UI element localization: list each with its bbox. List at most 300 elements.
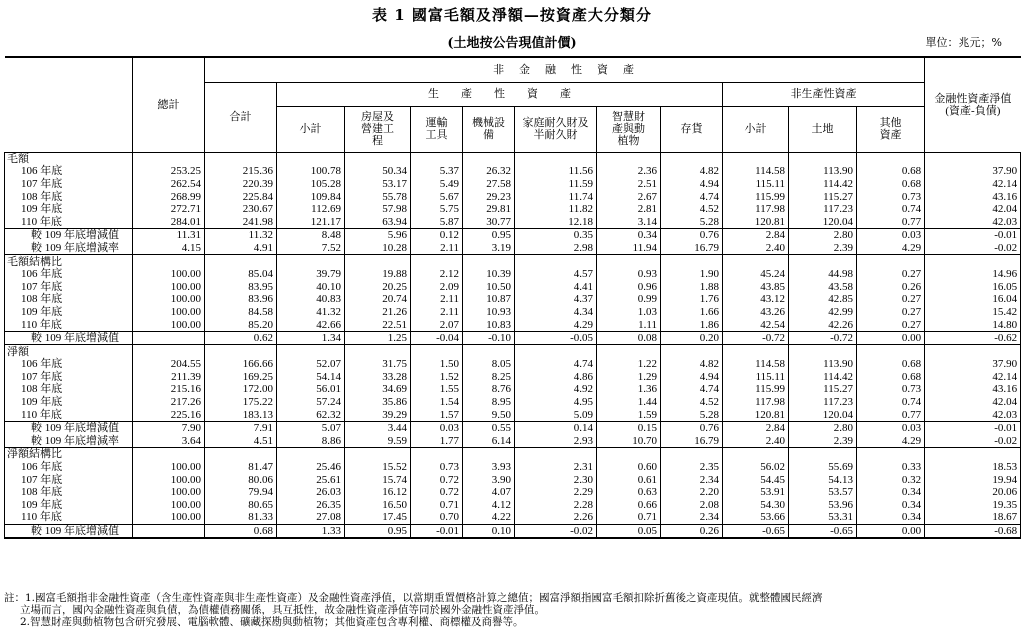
change-row — [5, 242, 1021, 255]
year-row — [5, 473, 1021, 486]
table-body — [5, 152, 1021, 538]
value-cell: 100.00 — [133, 486, 205, 499]
value-cell: 42.14 — [925, 178, 1021, 191]
value-cell: 10.83 — [463, 318, 515, 331]
value-cell: 53.66 — [723, 511, 789, 524]
section-row — [5, 448, 1021, 461]
value-cell: 43.85 — [723, 280, 789, 293]
value-cell: 43.16 — [925, 383, 1021, 396]
value-cell: 6.14 — [463, 435, 515, 448]
value-cell: 0.63 — [597, 486, 661, 499]
value-cell: 1.36 — [597, 383, 661, 396]
row-label: 109 年底 — [5, 499, 133, 512]
year-row — [5, 306, 1021, 319]
value-cell: 1.76 — [661, 293, 723, 306]
value-cell: 2.11 — [411, 306, 463, 319]
header-intellectual-property: 智慧財產與動植物 — [597, 106, 661, 152]
value-cell: 0.70 — [411, 511, 463, 524]
value-cell: 10.28 — [345, 242, 411, 255]
value-cell: 19.94 — [925, 473, 1021, 486]
change-row — [5, 435, 1021, 448]
header-other-assets: 其他資產 — [857, 106, 925, 152]
value-cell: 0.73 — [857, 383, 925, 396]
value-cell: 81.47 — [205, 461, 277, 474]
value-cell: 15.52 — [345, 461, 411, 474]
value-cell: 0.76 — [661, 421, 723, 434]
value-cell: 2.07 — [411, 318, 463, 331]
value-cell: 4.37 — [515, 293, 597, 306]
empty-cell — [925, 345, 1021, 358]
value-cell: 26.35 — [277, 499, 345, 512]
value-cell: 43.26 — [723, 306, 789, 319]
section-label: 毛額 — [5, 152, 133, 165]
value-cell: 230.67 — [205, 203, 277, 216]
header-productive: 生 產 性 資 產 — [277, 82, 723, 106]
value-cell: -0.65 — [723, 524, 789, 538]
value-cell: 1.29 — [597, 371, 661, 384]
value-cell: 4.82 — [661, 165, 723, 178]
value-cell: 120.04 — [789, 215, 857, 228]
empty-cell — [411, 345, 463, 358]
value-cell: 10.50 — [463, 280, 515, 293]
value-cell: 4.12 — [463, 499, 515, 512]
value-cell: 112.69 — [277, 203, 345, 216]
footnote-1: 註：1.國富毛額指非金融性資產（含生產性資產與非生產性資產）及金融性資產淨值，以當期重置價格計算之總值；國富淨額指國富毛額扣除折舊後之資產現值。就整體國民經濟 — [4, 592, 823, 604]
section-row — [5, 255, 1021, 268]
value-cell: -0.01 — [925, 229, 1021, 242]
value-cell: 2.84 — [723, 421, 789, 434]
value-cell: 53.31 — [789, 511, 857, 524]
value-cell: 9.50 — [463, 408, 515, 421]
value-cell: 225.84 — [205, 190, 277, 203]
empty-cell — [133, 448, 205, 461]
value-cell: 57.24 — [277, 396, 345, 409]
value-cell: 2.51 — [597, 178, 661, 191]
value-cell: 3.44 — [345, 421, 411, 434]
value-cell: 15.42 — [925, 306, 1021, 319]
value-cell: 20.74 — [345, 293, 411, 306]
value-cell: 37.90 — [925, 165, 1021, 178]
row-label: 109 年底 — [5, 396, 133, 409]
row-label: 較 109 年底增減值 — [5, 331, 133, 345]
value-cell: 2.34 — [661, 511, 723, 524]
value-cell: 10.87 — [463, 293, 515, 306]
value-cell: 0.72 — [411, 473, 463, 486]
value-cell: 0.26 — [857, 280, 925, 293]
value-cell: 16.05 — [925, 280, 1021, 293]
value-cell: 11.82 — [515, 203, 597, 216]
value-cell: 33.28 — [345, 371, 411, 384]
value-cell: 0.20 — [661, 331, 723, 345]
year-row — [5, 371, 1021, 384]
value-cell: 0.68 — [857, 165, 925, 178]
row-label: 107 年底 — [5, 178, 133, 191]
value-cell: 5.49 — [411, 178, 463, 191]
value-cell: 0.00 — [857, 331, 925, 345]
value-cell: 18.67 — [925, 511, 1021, 524]
empty-cell — [345, 448, 411, 461]
value-cell: 62.32 — [277, 408, 345, 421]
value-cell: 1.88 — [661, 280, 723, 293]
value-cell: 0.95 — [463, 229, 515, 242]
footnote-2: 2.智慧財產與動植物包含研究發展、電腦軟體、礦藏探勘與動植物；其他資產包含專利權、商標權及商譽等。 — [20, 616, 524, 628]
value-cell: 1.54 — [411, 396, 463, 409]
value-cell: 42.04 — [925, 203, 1021, 216]
value-cell: 109.84 — [277, 190, 345, 203]
value-cell: 10.93 — [463, 306, 515, 319]
value-cell: 7.91 — [205, 421, 277, 434]
value-cell: 217.26 — [133, 396, 205, 409]
value-cell: 44.98 — [789, 268, 857, 281]
header-durables: 家庭耐久財及半耐久財 — [515, 106, 597, 152]
national-wealth-table — [4, 56, 1021, 539]
value-cell: 4.41 — [515, 280, 597, 293]
value-cell: 20.06 — [925, 486, 1021, 499]
year-row — [5, 165, 1021, 178]
value-cell: -0.72 — [789, 331, 857, 345]
value-cell: 0.68 — [857, 178, 925, 191]
value-cell: 27.08 — [277, 511, 345, 524]
value-cell: 16.04 — [925, 293, 1021, 306]
empty-cell — [789, 448, 857, 461]
header-nonfinancial: 非 金 融 性 資 產 — [205, 57, 925, 82]
value-cell: 0.68 — [857, 358, 925, 371]
value-cell: 8.05 — [463, 358, 515, 371]
value-cell: 2.39 — [789, 435, 857, 448]
value-cell: 0.35 — [515, 229, 597, 242]
value-cell: 50.34 — [345, 165, 411, 178]
value-cell: 0.34 — [857, 511, 925, 524]
value-cell: 4.82 — [661, 358, 723, 371]
value-cell: 220.39 — [205, 178, 277, 191]
empty-cell — [133, 255, 205, 268]
empty-cell — [661, 345, 723, 358]
value-cell: 2.40 — [723, 242, 789, 255]
value-cell: 0.77 — [857, 215, 925, 228]
value-cell: 272.71 — [133, 203, 205, 216]
empty-cell — [661, 448, 723, 461]
value-cell: 2.20 — [661, 486, 723, 499]
value-cell: 2.84 — [723, 229, 789, 242]
empty-cell — [789, 152, 857, 165]
year-row — [5, 461, 1021, 474]
row-label: 108 年底 — [5, 190, 133, 203]
value-cell — [133, 524, 205, 538]
value-cell: 7.52 — [277, 242, 345, 255]
empty-cell — [515, 448, 597, 461]
value-cell: 53.96 — [789, 499, 857, 512]
empty-cell — [277, 345, 345, 358]
value-cell: 183.13 — [205, 408, 277, 421]
value-cell: 2.67 — [597, 190, 661, 203]
value-cell: -0.02 — [515, 524, 597, 538]
value-cell: 52.07 — [277, 358, 345, 371]
change-row — [5, 331, 1021, 345]
value-cell: 1.55 — [411, 383, 463, 396]
row-label: 較 109 年底增減值 — [5, 524, 133, 538]
value-cell: 83.96 — [205, 293, 277, 306]
empty-cell — [463, 448, 515, 461]
empty-cell — [723, 152, 789, 165]
value-cell: 4.95 — [515, 396, 597, 409]
value-cell: 105.28 — [277, 178, 345, 191]
value-cell: 5.28 — [661, 408, 723, 421]
value-cell: 39.79 — [277, 268, 345, 281]
value-cell: 0.60 — [597, 461, 661, 474]
header-transport: 運輸工具 — [411, 106, 463, 152]
empty-cell — [597, 345, 661, 358]
empty-cell — [925, 255, 1021, 268]
value-cell: 15.74 — [345, 473, 411, 486]
value-cell: 1.52 — [411, 371, 463, 384]
value-cell: 1.22 — [597, 358, 661, 371]
value-cell: 85.04 — [205, 268, 277, 281]
value-cell: 100.00 — [133, 293, 205, 306]
value-cell: 5.28 — [661, 215, 723, 228]
value-cell: 175.22 — [205, 396, 277, 409]
year-row — [5, 203, 1021, 216]
change-row — [5, 524, 1021, 538]
value-cell — [133, 331, 205, 345]
value-cell: 1.66 — [661, 306, 723, 319]
value-cell: 114.58 — [723, 165, 789, 178]
value-cell: 42.04 — [925, 396, 1021, 409]
value-cell: 0.00 — [857, 524, 925, 538]
value-cell: 4.94 — [661, 178, 723, 191]
value-cell: 63.94 — [345, 215, 411, 228]
value-cell: 55.78 — [345, 190, 411, 203]
empty-cell — [277, 255, 345, 268]
empty-cell — [789, 255, 857, 268]
value-cell: 0.15 — [597, 421, 661, 434]
empty-cell — [515, 345, 597, 358]
value-cell: 53.57 — [789, 486, 857, 499]
value-cell: 54.13 — [789, 473, 857, 486]
value-cell: 0.27 — [857, 268, 925, 281]
value-cell: 4.94 — [661, 371, 723, 384]
value-cell: 16.12 — [345, 486, 411, 499]
value-cell: 4.29 — [857, 435, 925, 448]
value-cell: 4.91 — [205, 242, 277, 255]
value-cell: 18.53 — [925, 461, 1021, 474]
value-cell: 117.23 — [789, 396, 857, 409]
value-cell: 2.31 — [515, 461, 597, 474]
value-cell: 121.17 — [277, 215, 345, 228]
section-label: 淨額 — [5, 345, 133, 358]
value-cell: 0.05 — [597, 524, 661, 538]
value-cell: 114.42 — [789, 371, 857, 384]
value-cell: 42.14 — [925, 371, 1021, 384]
value-cell: 84.58 — [205, 306, 277, 319]
value-cell: 5.37 — [411, 165, 463, 178]
year-row — [5, 190, 1021, 203]
value-cell: 0.27 — [857, 318, 925, 331]
value-cell: 3.93 — [463, 461, 515, 474]
value-cell: 1.59 — [597, 408, 661, 421]
value-cell: -0.04 — [411, 331, 463, 345]
value-cell: 1.77 — [411, 435, 463, 448]
value-cell: 0.27 — [857, 306, 925, 319]
value-cell: 3.14 — [597, 215, 661, 228]
value-cell: 80.65 — [205, 499, 277, 512]
value-cell: 0.66 — [597, 499, 661, 512]
value-cell: 2.08 — [661, 499, 723, 512]
empty-cell — [597, 448, 661, 461]
row-label: 較 109 年底增減率 — [5, 435, 133, 448]
value-cell: 4.34 — [515, 306, 597, 319]
year-row — [5, 511, 1021, 524]
section-label: 毛額結構比 — [5, 255, 133, 268]
value-cell: 100.00 — [133, 511, 205, 524]
value-cell: 2.11 — [411, 242, 463, 255]
row-label: 107 年底 — [5, 280, 133, 293]
header-np-subtotal: 小計 — [723, 106, 789, 152]
row-label: 110 年底 — [5, 318, 133, 331]
value-cell: -0.68 — [925, 524, 1021, 538]
value-cell: 2.81 — [597, 203, 661, 216]
empty-cell — [411, 255, 463, 268]
value-cell: 113.90 — [789, 165, 857, 178]
value-cell: 0.74 — [857, 203, 925, 216]
value-cell: 0.93 — [597, 268, 661, 281]
value-cell: 41.32 — [277, 306, 345, 319]
value-cell: 54.14 — [277, 371, 345, 384]
value-cell: 42.85 — [789, 293, 857, 306]
row-label: 110 年底 — [5, 408, 133, 421]
value-cell: 43.58 — [789, 280, 857, 293]
value-cell: 85.20 — [205, 318, 277, 331]
value-cell: 2.39 — [789, 242, 857, 255]
value-cell: 43.16 — [925, 190, 1021, 203]
value-cell: 5.87 — [411, 215, 463, 228]
value-cell: -0.62 — [925, 331, 1021, 345]
unit-label: 單位：兆元；% — [925, 36, 1002, 49]
value-cell: 0.76 — [661, 229, 723, 242]
value-cell: -0.65 — [789, 524, 857, 538]
value-cell: 83.95 — [205, 280, 277, 293]
value-cell: 29.81 — [463, 203, 515, 216]
year-row — [5, 268, 1021, 281]
value-cell: 2.12 — [411, 268, 463, 281]
value-cell: 117.98 — [723, 396, 789, 409]
empty-cell — [205, 152, 277, 165]
value-cell: 100.78 — [277, 165, 345, 178]
value-cell: 0.12 — [411, 229, 463, 242]
value-cell: 169.25 — [205, 371, 277, 384]
value-cell: -0.02 — [925, 435, 1021, 448]
value-cell: 4.29 — [515, 318, 597, 331]
row-label: 108 年底 — [5, 383, 133, 396]
value-cell: 262.54 — [133, 178, 205, 191]
header-nonproductive: 非生產性資產 — [723, 82, 925, 106]
value-cell: 55.69 — [789, 461, 857, 474]
value-cell: 2.30 — [515, 473, 597, 486]
value-cell: 0.72 — [411, 486, 463, 499]
value-cell: 115.11 — [723, 371, 789, 384]
value-cell: 0.03 — [857, 229, 925, 242]
value-cell: 0.73 — [857, 190, 925, 203]
year-row — [5, 280, 1021, 293]
value-cell: 16.79 — [661, 242, 723, 255]
empty-cell — [723, 448, 789, 461]
empty-cell — [345, 345, 411, 358]
value-cell: 4.29 — [857, 242, 925, 255]
value-cell: 4.86 — [515, 371, 597, 384]
value-cell: 120.04 — [789, 408, 857, 421]
value-cell: 42.54 — [723, 318, 789, 331]
value-cell: 4.22 — [463, 511, 515, 524]
value-cell: 40.10 — [277, 280, 345, 293]
year-row — [5, 178, 1021, 191]
value-cell: 284.01 — [133, 215, 205, 228]
value-cell: 4.74 — [661, 383, 723, 396]
value-cell: 0.55 — [463, 421, 515, 434]
header-financial-net: 金融性資產淨值(資產-負債) — [925, 57, 1021, 152]
value-cell: -0.01 — [411, 524, 463, 538]
value-cell: 115.27 — [789, 190, 857, 203]
value-cell: 80.06 — [205, 473, 277, 486]
value-cell: 42.66 — [277, 318, 345, 331]
value-cell: 22.51 — [345, 318, 411, 331]
value-cell: 120.81 — [723, 408, 789, 421]
change-row — [5, 229, 1021, 242]
value-cell: 17.45 — [345, 511, 411, 524]
value-cell: 211.39 — [133, 371, 205, 384]
value-cell: 117.98 — [723, 203, 789, 216]
row-label: 110 年底 — [5, 511, 133, 524]
value-cell: 4.92 — [515, 383, 597, 396]
value-cell: 3.19 — [463, 242, 515, 255]
value-cell: 0.27 — [857, 293, 925, 306]
value-cell: 42.03 — [925, 215, 1021, 228]
value-cell: 0.77 — [857, 408, 925, 421]
value-cell: 30.77 — [463, 215, 515, 228]
value-cell: 100.00 — [133, 318, 205, 331]
value-cell: 25.46 — [277, 461, 345, 474]
value-cell: 172.00 — [205, 383, 277, 396]
section-row — [5, 152, 1021, 165]
value-cell: 5.67 — [411, 190, 463, 203]
value-cell: 0.08 — [597, 331, 661, 345]
value-cell: 1.90 — [661, 268, 723, 281]
value-cell: 14.96 — [925, 268, 1021, 281]
empty-cell — [345, 255, 411, 268]
value-cell: 10.70 — [597, 435, 661, 448]
value-cell: 115.99 — [723, 190, 789, 203]
header-machinery: 機械設備 — [463, 106, 515, 152]
empty-cell — [345, 152, 411, 165]
value-cell: 100.00 — [133, 461, 205, 474]
value-cell: 19.35 — [925, 499, 1021, 512]
empty-cell — [463, 152, 515, 165]
empty-cell — [277, 448, 345, 461]
value-cell: 0.03 — [857, 421, 925, 434]
value-cell: 0.96 — [597, 280, 661, 293]
value-cell: 19.88 — [345, 268, 411, 281]
row-label: 較 109 年底增減率 — [5, 242, 133, 255]
row-label: 較 109 年底增減值 — [5, 421, 133, 434]
value-cell: 42.03 — [925, 408, 1021, 421]
value-cell: 0.33 — [857, 461, 925, 474]
value-cell: 5.75 — [411, 203, 463, 216]
empty-cell — [463, 255, 515, 268]
value-cell: 100.00 — [133, 473, 205, 486]
value-cell: 0.68 — [857, 371, 925, 384]
value-cell: 20.25 — [345, 280, 411, 293]
value-cell: 4.52 — [661, 203, 723, 216]
value-cell: 2.98 — [515, 242, 597, 255]
header-inventory: 存貨 — [661, 106, 723, 152]
